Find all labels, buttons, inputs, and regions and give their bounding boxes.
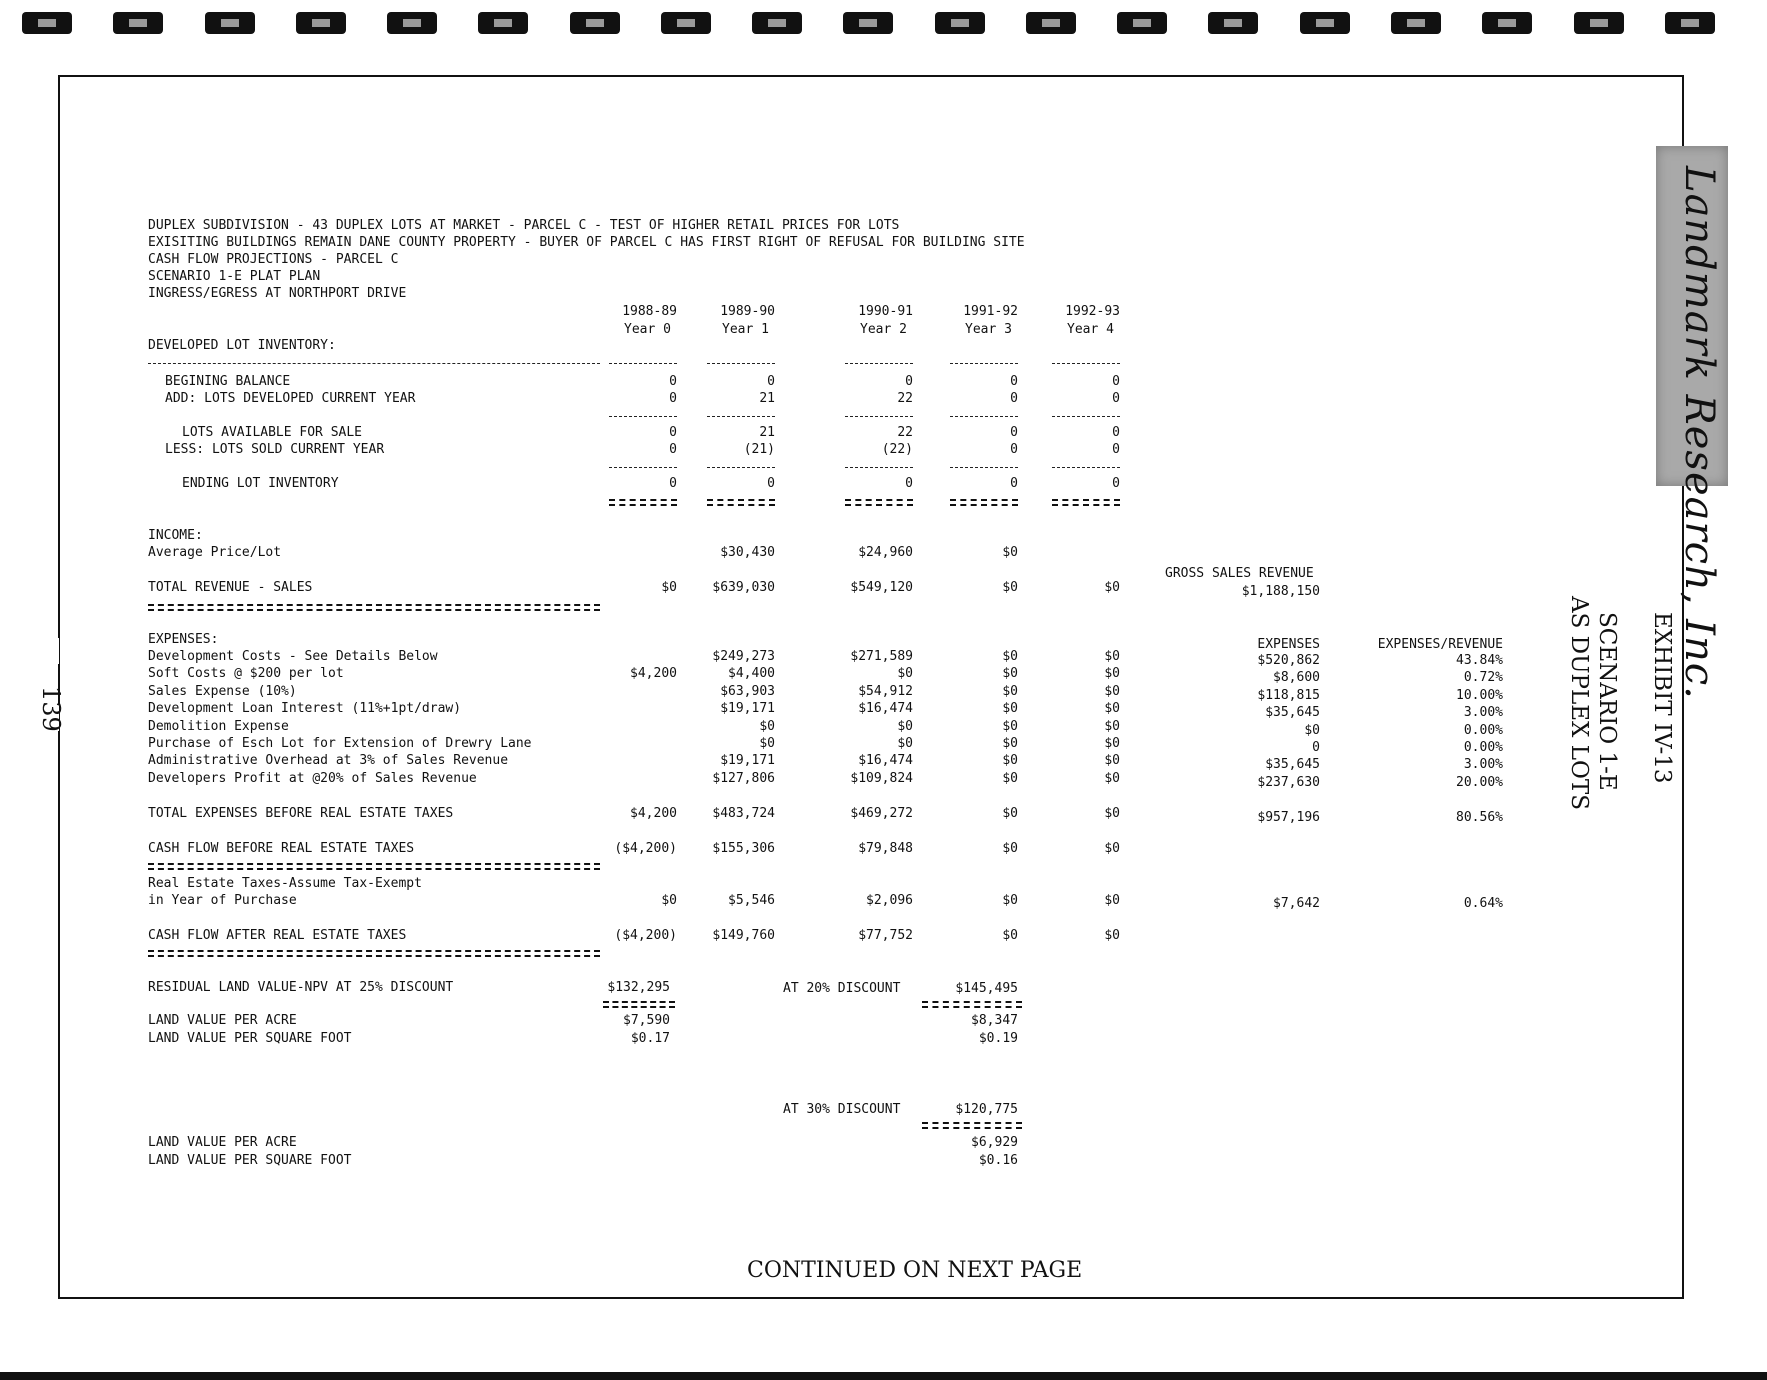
expense-cell: $0 (1002, 683, 1018, 699)
expense-ratio: 43.84% (1456, 653, 1503, 668)
column-rule (707, 363, 775, 366)
row-label: RESIDUAL LAND VALUE-NPV AT 25% DISCOUNT (148, 980, 454, 995)
column-rule (950, 467, 1018, 470)
expense-cell: $0 (1002, 718, 1018, 734)
re-taxes-cell: $0 (661, 893, 677, 908)
expense-cell: $109,824 (850, 770, 913, 786)
row-label: CASH FLOW BEFORE REAL ESTATE TAXES (148, 841, 415, 856)
gross-revenue-value: $1,188,150 (1241, 584, 1320, 599)
binder-hole (478, 12, 528, 34)
column-rule (845, 416, 913, 419)
expense-cell: $63,903 (720, 683, 775, 699)
expense-cell: $0 (1002, 753, 1018, 769)
expense-total: $35,645 (1265, 705, 1320, 721)
expense-cell: $16,474 (858, 753, 913, 769)
year-label: 1989-90 (720, 304, 775, 319)
expense-cell: $0 (759, 736, 775, 751)
land-value-sqft: $0.19 (978, 1031, 1018, 1046)
inventory-cell: 0 (1112, 442, 1120, 457)
column-rule (1052, 499, 1120, 506)
row-label: LOTS AVAILABLE FOR SALE (182, 425, 363, 440)
expense-cell: $0 (1002, 736, 1018, 751)
inventory-cell: 0 (669, 374, 677, 389)
year-number: Year 2 (860, 322, 907, 337)
expense-cell: $0 (1104, 718, 1120, 734)
row-label: in Year of Purchase (148, 893, 297, 908)
column-rule (845, 499, 913, 506)
cash-flow-after-cell: $149,760 (712, 928, 775, 943)
year-number: Year 0 (624, 322, 671, 337)
column-rule (707, 499, 775, 506)
land-value-acre: $7,590 (623, 1013, 670, 1028)
expense-ratio: 80.56% (1456, 810, 1503, 825)
expense-cell: $0 (1104, 770, 1120, 786)
expense-label: Sales Expense (10%) (148, 683, 297, 699)
expense-cell: $0 (1002, 701, 1018, 717)
logo-text: Landmark Research, Inc. (1676, 166, 1722, 700)
npv-20-value: $145,495 (955, 981, 1018, 996)
discount-label: AT 30% DISCOUNT (783, 1102, 901, 1117)
expense-cell: $0 (897, 718, 913, 734)
inventory-cell: 0 (1010, 391, 1018, 406)
frame-gap (56, 638, 59, 664)
cash-flow-before-cell: ($4,200) (614, 841, 677, 856)
value-rule (922, 1001, 1022, 1008)
land-value-acre: $6,929 (971, 1135, 1018, 1150)
year-number: Year 4 (1067, 322, 1114, 337)
expense-cell: $271,589 (850, 649, 913, 664)
exhibit-scenario: SCENARIO 1-E (1594, 612, 1620, 791)
value-rule (922, 1122, 1022, 1129)
expense-cell: $0 (1104, 753, 1120, 769)
column-rule (707, 416, 775, 419)
income-cell: $0 (661, 580, 677, 595)
inventory-cell: 0 (669, 391, 677, 406)
expense-label: Purchase of Esch Lot for Extension of Drewry Lane (148, 736, 532, 751)
column-rule (609, 416, 677, 419)
row-label: Real Estate Taxes-Assume Tax-Exempt (148, 876, 422, 891)
expense-cell: $0 (1002, 770, 1018, 786)
column-rule (1052, 416, 1120, 419)
expense-label: Development Loan Interest (11%+1pt/draw) (148, 701, 462, 717)
binder-hole (661, 12, 711, 34)
expense-total: $8,600 (1273, 670, 1320, 686)
inventory-cell: 22 (897, 391, 913, 406)
expense-total: 0 (1312, 740, 1320, 755)
column-rule (950, 363, 1018, 366)
expense-ratio: 3.00% (1463, 705, 1503, 721)
cash-flow-after-cell: $0 (1104, 928, 1120, 943)
exhibit-number: EXHIBIT IV-13 (1649, 612, 1675, 784)
expense-cell: $0 (1104, 649, 1120, 664)
column-rule (1052, 467, 1120, 470)
expense-total-cell: $483,724 (712, 806, 775, 821)
header-line: CASH FLOW PROJECTIONS - PARCEL C (148, 252, 399, 267)
column-rule (845, 363, 913, 366)
npv-25-value: $132,295 (607, 980, 670, 995)
binder-hole (1391, 12, 1441, 34)
section-rule (148, 950, 600, 957)
expense-cell: $0 (1002, 649, 1018, 664)
expense-total: $118,815 (1257, 687, 1320, 703)
expense-total-cell: $0 (1002, 806, 1018, 821)
expense-cell: $0 (759, 718, 775, 734)
expense-total-cell: $469,272 (850, 806, 913, 821)
section-heading: DEVELOPED LOT INVENTORY: (148, 338, 336, 353)
binder-hole (752, 12, 802, 34)
inventory-cell: 0 (767, 374, 775, 389)
inventory-cell: 0 (669, 476, 677, 491)
expense-cell: $19,171 (720, 753, 775, 769)
npv-30-value: $120,775 (955, 1102, 1018, 1117)
inventory-cell: 0 (669, 425, 677, 440)
expense-cell: $19,171 (720, 701, 775, 717)
bottom-edge (0, 1372, 1767, 1380)
exhibit-subtitle: AS DUPLEX LOTS (1566, 596, 1592, 810)
re-taxes-cell: $0 (1002, 893, 1018, 908)
cash-flow-before-cell: $0 (1002, 841, 1018, 856)
expense-label: Soft Costs @ $200 per lot (148, 666, 344, 682)
re-taxes-cell: $0 (1104, 893, 1120, 908)
header-line: EXISITING BUILDINGS REMAIN DANE COUNTY PROPERTY - BUYER OF PARCEL C HAS FIRST RIGHT OF REFUSAL FOR BUILDING SITE (148, 235, 1025, 250)
column-rule (707, 467, 775, 470)
row-label: BEGINING BALANCE (165, 374, 291, 389)
binder-hole (1665, 12, 1715, 34)
land-value-sqft: $0.17 (630, 1031, 670, 1046)
expense-ratio: 20.00% (1456, 774, 1503, 790)
expense-cell: $249,273 (712, 649, 775, 664)
expense-total: $0 (1304, 722, 1320, 738)
binder-hole (1208, 12, 1258, 34)
binder-hole (1482, 12, 1532, 34)
binder-hole (1026, 12, 1076, 34)
row-label: LAND VALUE PER SQUARE FOOT (148, 1031, 352, 1046)
year-number: Year 3 (965, 322, 1012, 337)
inventory-cell: 21 (759, 391, 775, 406)
expense-cell: $16,474 (858, 701, 913, 717)
expense-cell: $0 (1104, 701, 1120, 717)
income-cell: $0 (1002, 545, 1018, 560)
binder-hole (1117, 12, 1167, 34)
expense-label: Developers Profit at @20% of Sales Revenue (148, 770, 477, 786)
header-line: SCENARIO 1-E PLAT PLAN (148, 269, 321, 284)
income-cell: $549,120 (850, 580, 913, 595)
year-number: Year 1 (722, 322, 769, 337)
expense-cell: $0 (897, 736, 913, 751)
binder-hole (1300, 12, 1350, 34)
re-taxes-cell: $2,096 (866, 893, 913, 908)
expenses-column-header: EXPENSES (1257, 637, 1320, 652)
expense-ratio: 10.00% (1456, 687, 1503, 703)
row-label: CASH FLOW AFTER REAL ESTATE TAXES (148, 928, 407, 943)
row-label: TOTAL REVENUE - SALES (148, 580, 313, 595)
binder-holes (0, 12, 1767, 38)
row-label: LESS: LOTS SOLD CURRENT YEAR (165, 442, 385, 457)
income-cell: $639,030 (712, 580, 775, 595)
column-rule (950, 416, 1018, 419)
column-rule (950, 499, 1018, 506)
binder-hole (296, 12, 346, 34)
year-label: 1990-91 (858, 304, 913, 319)
income-cell: $24,960 (858, 545, 913, 560)
expense-ratio: 0.00% (1463, 740, 1503, 755)
cash-flow-after-cell: ($4,200) (614, 928, 677, 943)
binder-hole (205, 12, 255, 34)
row-label: ENDING LOT INVENTORY (182, 476, 339, 491)
cash-flow-after-cell: $77,752 (858, 928, 913, 943)
inventory-cell: 0 (905, 476, 913, 491)
expense-label: Development Costs - See Details Below (148, 649, 438, 664)
inventory-cell: 22 (897, 425, 913, 440)
header-line: INGRESS/EGRESS AT NORTHPORT DRIVE (148, 286, 407, 301)
expense-total-cell: $4,200 (630, 806, 677, 821)
inventory-cell: 0 (669, 442, 677, 457)
inventory-cell: 0 (1112, 374, 1120, 389)
year-label: 1991-92 (963, 304, 1018, 319)
company-logo (1656, 146, 1728, 700)
inventory-cell: 0 (905, 374, 913, 389)
binder-hole (113, 12, 163, 34)
land-value-acre: $8,347 (971, 1013, 1018, 1028)
expense-cell: $4,200 (630, 666, 677, 682)
expense-total: $520,862 (1257, 653, 1320, 668)
cash-flow-before-cell: $155,306 (712, 841, 775, 856)
inventory-cell: 0 (1112, 391, 1120, 406)
land-value-sqft: $0.16 (978, 1153, 1018, 1168)
expense-total: $237,630 (1257, 774, 1320, 790)
section-rule (148, 604, 600, 611)
binder-hole (843, 12, 893, 34)
year-label: 1992-93 (1065, 304, 1120, 319)
column-rule (609, 467, 677, 470)
income-cell: $0 (1002, 580, 1018, 595)
binder-hole (1574, 12, 1624, 34)
income-cell: $0 (1104, 580, 1120, 595)
row-label: LAND VALUE PER ACRE (148, 1135, 297, 1150)
expense-total: $35,645 (1265, 757, 1320, 773)
gross-revenue-label: GROSS SALES REVENUE (1165, 566, 1314, 581)
cash-flow-after-cell: $0 (1002, 928, 1018, 943)
page-number: 139 (37, 686, 65, 732)
column-rule (609, 363, 677, 366)
row-label: ADD: LOTS DEVELOPED CURRENT YEAR (165, 391, 416, 406)
expense-ratio: 0.64% (1463, 896, 1503, 911)
inventory-cell: 0 (1010, 425, 1018, 440)
row-label: Average Price/Lot (148, 545, 282, 560)
column-rule (845, 467, 913, 470)
inventory-cell: 0 (1112, 425, 1120, 440)
section-heading: INCOME: (148, 528, 203, 543)
row-label: TOTAL EXPENSES BEFORE REAL ESTATE TAXES (148, 806, 454, 821)
expense-ratio: 0.72% (1463, 670, 1503, 686)
expense-total: $7,642 (1273, 896, 1320, 911)
ratio-column-header: EXPENSES/REVENUE (1377, 637, 1503, 652)
value-rule (603, 1001, 675, 1008)
binder-hole (935, 12, 985, 34)
expense-cell: $0 (1002, 666, 1018, 682)
discount-label: AT 20% DISCOUNT (783, 981, 901, 996)
column-rule (1052, 363, 1120, 366)
section-heading: EXPENSES: (148, 632, 219, 647)
expense-cell: $4,400 (728, 666, 775, 682)
year-label: 1988-89 (622, 304, 677, 319)
section-rule (148, 363, 600, 366)
expense-ratio: 3.00% (1463, 757, 1503, 773)
income-cell: $30,430 (720, 545, 775, 560)
header-line: DUPLEX SUBDIVISION - 43 DUPLEX LOTS AT MARKET - PARCEL C - TEST OF HIGHER RETAIL PRICES FOR LOTS (148, 218, 900, 233)
expense-cell: $0 (1104, 666, 1120, 682)
expense-total-cell: $0 (1104, 806, 1120, 821)
binder-hole (387, 12, 437, 34)
expense-cell: $54,912 (858, 683, 913, 699)
cash-flow-before-cell: $0 (1104, 841, 1120, 856)
cash-flow-before-cell: $79,848 (858, 841, 913, 856)
binder-hole (22, 12, 72, 34)
inventory-cell: (21) (743, 442, 775, 457)
expense-label: Administrative Overhead at 3% of Sales Revenue (148, 753, 509, 769)
row-label: LAND VALUE PER SQUARE FOOT (148, 1153, 352, 1168)
inventory-cell: 0 (1010, 476, 1018, 491)
re-taxes-cell: $5,546 (728, 893, 775, 908)
section-rule (148, 863, 600, 870)
continued-note: CONTINUED ON NEXT PAGE (747, 1258, 1083, 1283)
inventory-cell: 0 (1010, 442, 1018, 457)
inventory-cell: 21 (759, 425, 775, 440)
inventory-cell: 0 (1010, 374, 1018, 389)
expense-cell: $0 (1104, 683, 1120, 699)
row-label: LAND VALUE PER ACRE (148, 1013, 297, 1028)
column-rule (609, 499, 677, 506)
expense-cell: $127,806 (712, 770, 775, 786)
expense-label: Demolition Expense (148, 718, 289, 734)
inventory-cell: (22) (881, 442, 913, 457)
binder-hole (570, 12, 620, 34)
inventory-cell: 0 (767, 476, 775, 491)
expense-cell: $0 (1104, 736, 1120, 751)
expense-ratio: 0.00% (1463, 722, 1503, 738)
expense-total: $957,196 (1257, 810, 1320, 825)
expense-cell: $0 (897, 666, 913, 682)
inventory-cell: 0 (1112, 476, 1120, 491)
